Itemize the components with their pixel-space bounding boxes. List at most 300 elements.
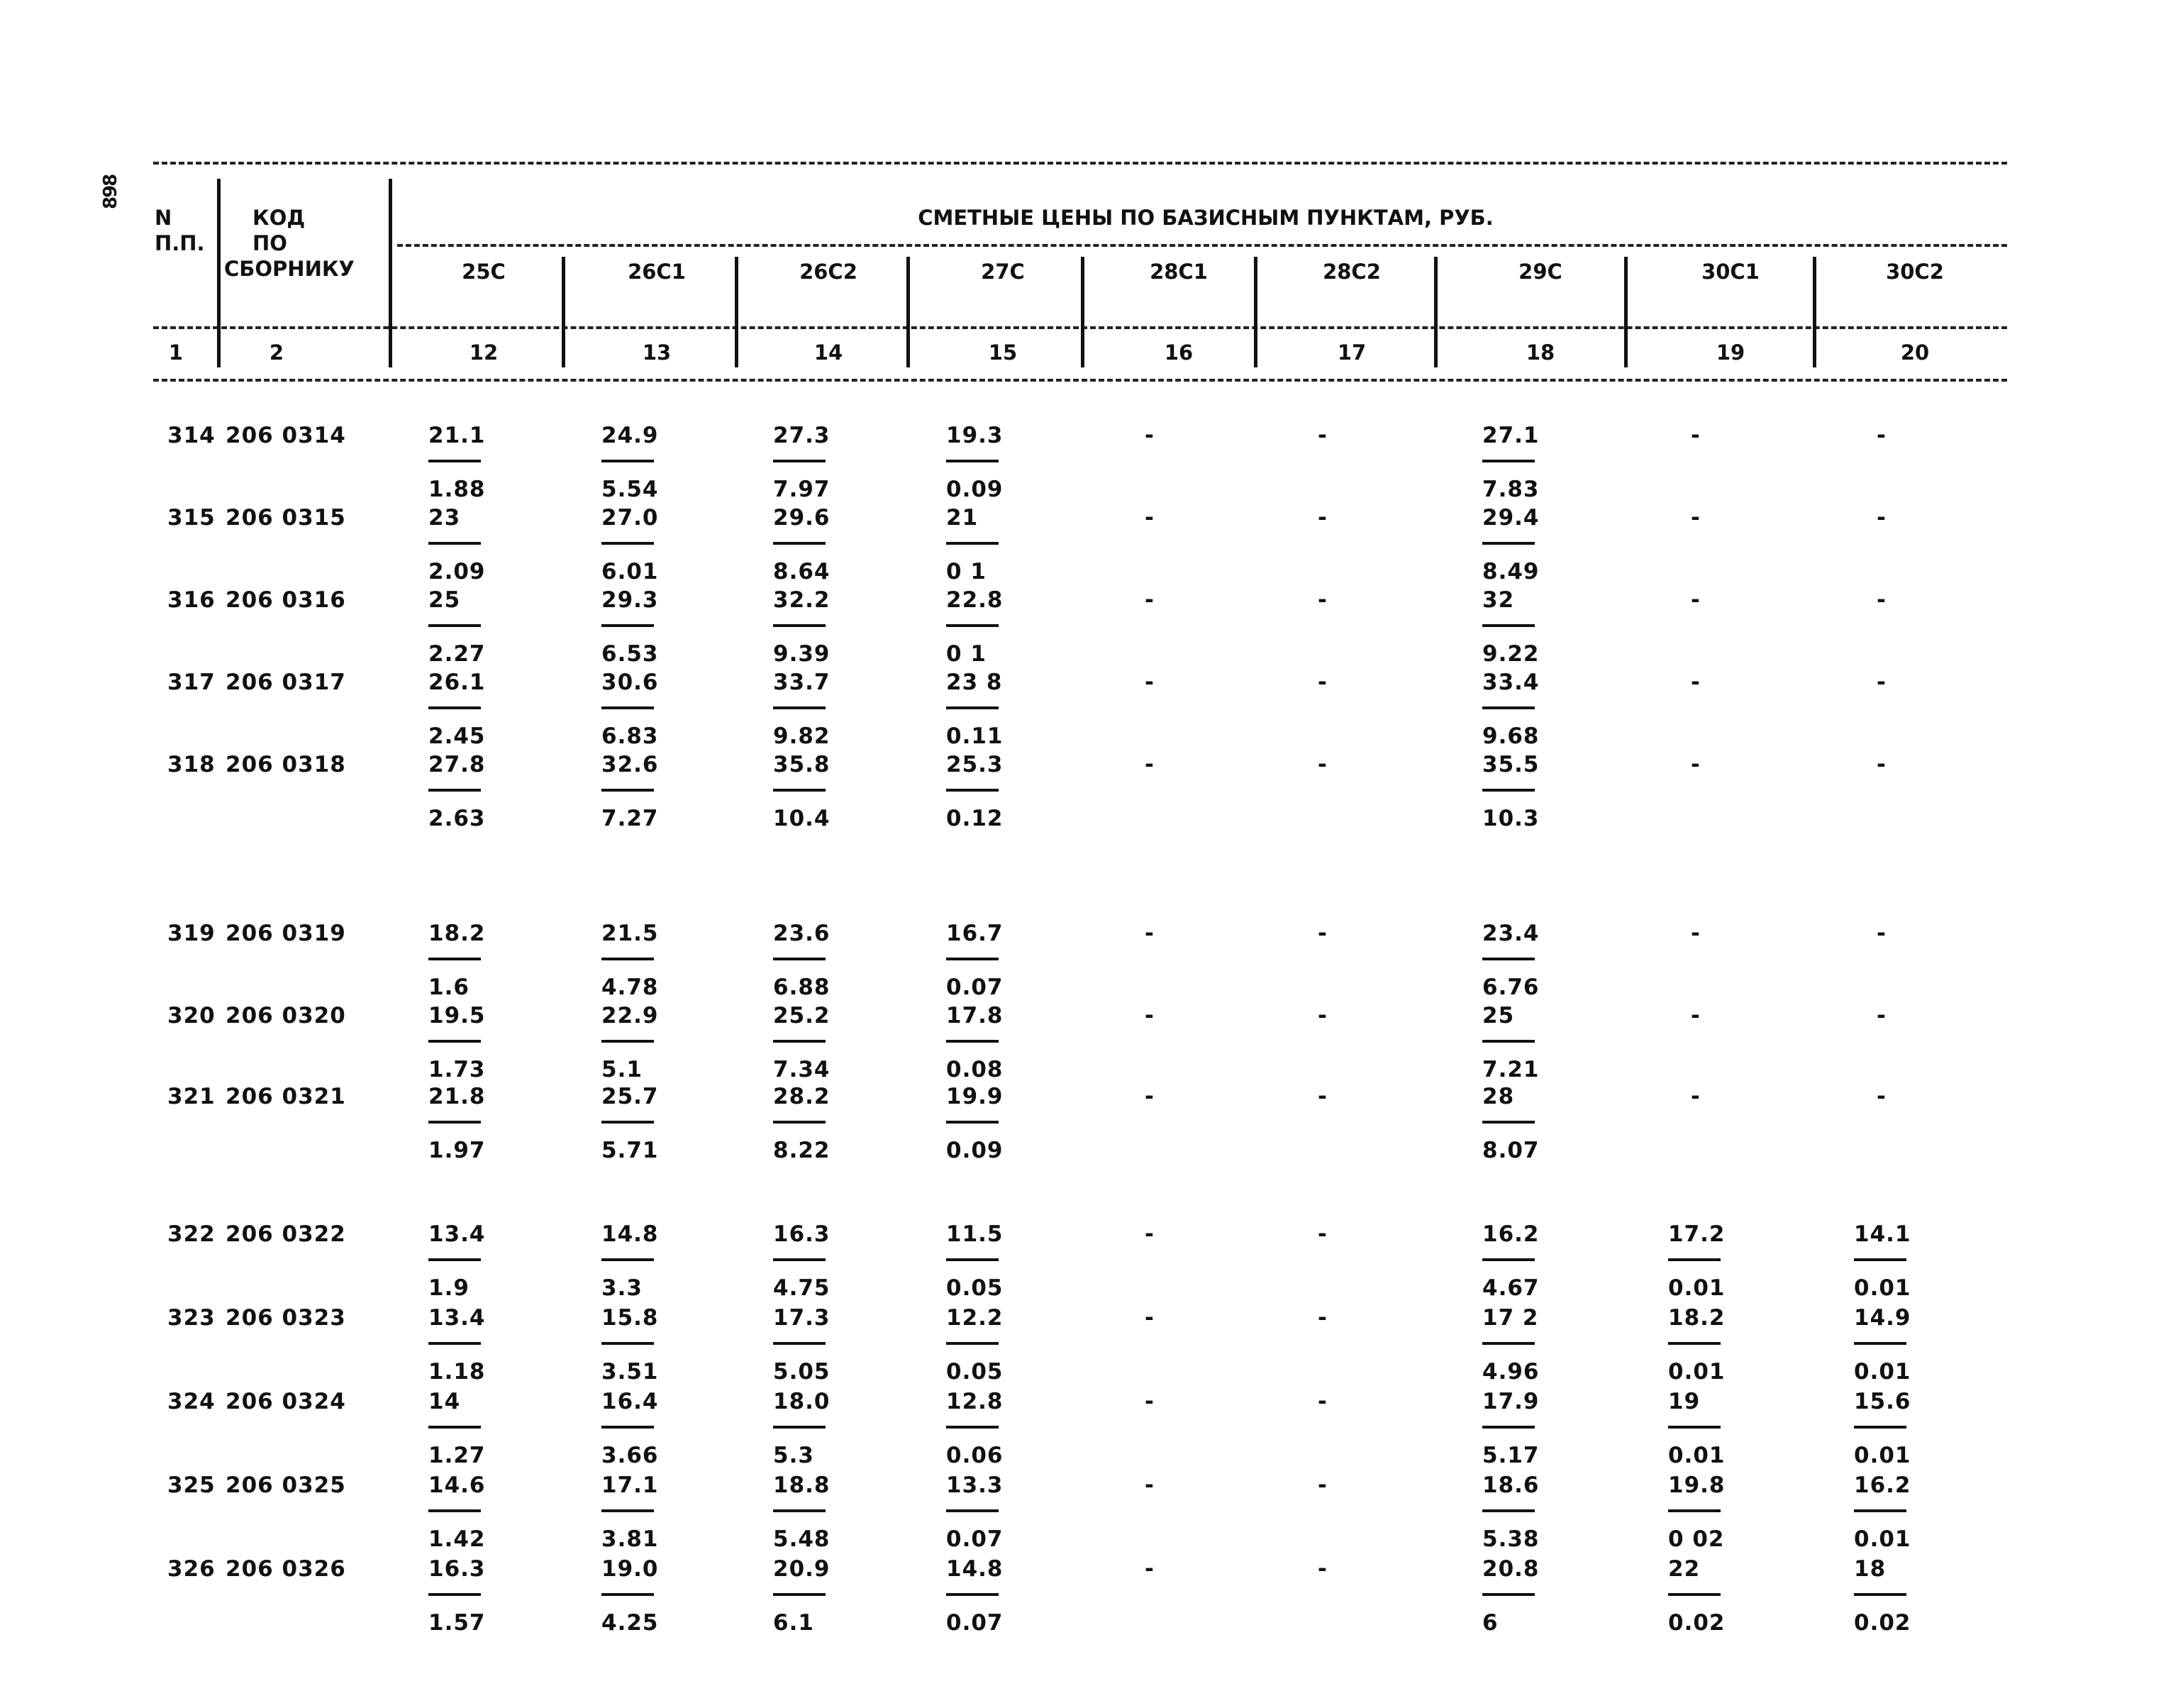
empty-value-dash: - [1145, 1221, 1154, 1247]
row-number: 323 [167, 1305, 216, 1331]
price-subvalue: 0.01 [1668, 1443, 1726, 1468]
row-code: 206 0324 [226, 1389, 346, 1414]
column-index: 13 [642, 340, 672, 365]
fraction-bar [773, 789, 826, 792]
price-subvalue: 1.57 [428, 1610, 486, 1636]
price-subvalue: 0.07 [946, 1610, 1004, 1636]
price-value: 35.5 [1482, 752, 1540, 777]
price-subvalue: 4.67 [1482, 1275, 1540, 1301]
fraction-bar [428, 460, 481, 462]
price-value: 23 8 [946, 670, 1003, 695]
price-subvalue: 8.49 [1482, 559, 1540, 584]
column-index: 12 [469, 340, 499, 365]
price-subvalue: 0 02 [1668, 1526, 1725, 1552]
fraction-bar [428, 1342, 481, 1345]
price-value: 18.2 [1668, 1305, 1726, 1331]
price-value: 18.0 [773, 1389, 831, 1414]
fraction-bar [1482, 1593, 1535, 1596]
price-value: 20.9 [773, 1556, 831, 1582]
empty-value-dash: - [1145, 1305, 1154, 1331]
empty-value-dash: - [1145, 1389, 1154, 1414]
column-header: 25С [462, 260, 506, 284]
fraction-bar [601, 789, 654, 792]
price-subvalue: 5.17 [1482, 1443, 1540, 1468]
col-divider [906, 257, 910, 367]
fraction-bar [1482, 1342, 1535, 1345]
fraction-bar [773, 958, 826, 960]
price-value: 29.6 [773, 505, 831, 531]
price-subvalue: 6.01 [601, 559, 659, 584]
row-number: 314 [167, 423, 216, 448]
price-value: 13.4 [428, 1221, 486, 1247]
fraction-bar [1668, 1342, 1721, 1345]
price-value: 25.7 [601, 1084, 659, 1109]
price-value: 12.8 [946, 1389, 1004, 1414]
fraction-bar [773, 1342, 826, 1345]
price-subvalue: 6.88 [773, 975, 831, 1000]
price-value: 14 [428, 1389, 461, 1414]
price-value: 18.6 [1482, 1473, 1540, 1498]
price-value: 29.3 [601, 587, 659, 613]
fraction-bar [1482, 1121, 1535, 1124]
empty-value-dash: - [1877, 1003, 1886, 1028]
price-value: 11.5 [946, 1221, 1004, 1247]
fraction-bar [601, 1426, 654, 1429]
empty-value-dash: - [1145, 1084, 1154, 1109]
row-number: 320 [167, 1003, 216, 1028]
fraction-bar [601, 1121, 654, 1124]
fraction-bar [1854, 1593, 1906, 1596]
price-value: 19.0 [601, 1556, 659, 1582]
empty-value-dash: - [1318, 1389, 1327, 1414]
column-index: 15 [988, 340, 1018, 365]
empty-value-dash: - [1691, 1003, 1700, 1028]
header-rule-bottom [153, 379, 2007, 382]
price-subvalue: 2.09 [428, 559, 486, 584]
empty-value-dash: - [1318, 423, 1327, 448]
price-subvalue: 5.38 [1482, 1526, 1540, 1552]
price-subvalue: 1.42 [428, 1526, 486, 1552]
empty-value-dash: - [1691, 752, 1700, 777]
price-subvalue: 6.76 [1482, 975, 1540, 1000]
price-subvalue: 7.97 [773, 477, 831, 502]
empty-value-dash: - [1318, 670, 1327, 695]
column-index: 16 [1164, 340, 1194, 365]
price-subvalue: 3.81 [601, 1526, 659, 1552]
empty-value-dash: - [1318, 752, 1327, 777]
row-code: 206 0319 [226, 921, 346, 946]
price-subvalue: 0 1 [946, 641, 987, 667]
fraction-bar [946, 1509, 999, 1512]
price-value: 33.4 [1482, 670, 1540, 695]
price-subvalue: 0.01 [1854, 1443, 1911, 1468]
price-subvalue: 6 [1482, 1610, 1499, 1636]
empty-value-dash: - [1691, 423, 1700, 448]
price-subvalue: 2.63 [428, 806, 486, 831]
col-divider [1813, 257, 1816, 367]
empty-value-dash: - [1145, 1003, 1154, 1028]
header-no-line2: П.П. [155, 231, 205, 255]
row-number: 325 [167, 1473, 216, 1498]
column-header: 28С2 [1323, 260, 1381, 284]
header-code-line1: КОД [252, 206, 306, 230]
price-value: 21.1 [428, 423, 486, 448]
col-divider [389, 179, 392, 367]
price-subvalue: 0.01 [1668, 1359, 1726, 1385]
empty-value-dash: - [1145, 423, 1154, 448]
price-subvalue: 5.71 [601, 1138, 659, 1163]
fraction-bar [946, 1258, 999, 1261]
row-code: 206 0321 [226, 1084, 346, 1109]
fraction-bar [946, 460, 999, 462]
price-value: 19.9 [946, 1084, 1004, 1109]
fraction-bar [1482, 706, 1535, 709]
empty-value-dash: - [1318, 1556, 1327, 1582]
price-subvalue: 0 1 [946, 559, 987, 584]
empty-value-dash: - [1691, 670, 1700, 695]
price-value: 16.3 [773, 1221, 831, 1247]
price-subvalue: 6.1 [773, 1610, 814, 1636]
price-value: 27.8 [428, 752, 486, 777]
fraction-bar [1482, 624, 1535, 627]
empty-value-dash: - [1318, 921, 1327, 946]
price-value: 26.1 [428, 670, 486, 695]
fraction-bar [773, 1121, 826, 1124]
price-subvalue: 1.27 [428, 1443, 486, 1468]
empty-value-dash: - [1877, 505, 1886, 531]
price-value: 19.8 [1668, 1473, 1726, 1498]
empty-value-dash: - [1691, 587, 1700, 613]
empty-value-dash: - [1145, 1473, 1154, 1498]
index-code: 2 [269, 340, 284, 365]
price-subvalue: 9.22 [1482, 641, 1540, 667]
price-value: 32 [1482, 587, 1515, 613]
price-subvalue: 0.01 [1854, 1275, 1911, 1301]
fraction-bar [1482, 1426, 1535, 1429]
empty-value-dash: - [1318, 1084, 1327, 1109]
col-divider [735, 257, 738, 367]
fraction-bar [773, 542, 826, 545]
price-value: 24.9 [601, 423, 659, 448]
fraction-bar [601, 1342, 654, 1345]
empty-value-dash: - [1877, 1084, 1886, 1109]
column-index: 14 [813, 340, 843, 365]
fraction-bar [1482, 1509, 1535, 1512]
price-value: 30.6 [601, 670, 659, 695]
empty-value-dash: - [1145, 670, 1154, 695]
header-rule-mid [397, 244, 2007, 247]
price-value: 17.2 [1668, 1221, 1726, 1247]
fraction-bar [1668, 1426, 1721, 1429]
price-subvalue: 0.05 [946, 1359, 1004, 1385]
fraction-bar [1482, 460, 1535, 462]
price-subvalue: 0.02 [1668, 1610, 1726, 1636]
price-value: 27.1 [1482, 423, 1540, 448]
price-subvalue: 4.96 [1482, 1359, 1540, 1385]
empty-value-dash: - [1318, 587, 1327, 613]
price-value: 17.8 [946, 1003, 1004, 1028]
fraction-bar [601, 958, 654, 960]
price-subvalue: 0.09 [946, 477, 1004, 502]
price-value: 19.5 [428, 1003, 486, 1028]
price-subvalue: 8.22 [773, 1138, 831, 1163]
row-code: 206 0326 [226, 1556, 346, 1582]
fraction-bar [1482, 789, 1535, 792]
col-divider [1434, 257, 1438, 367]
price-value: 33.7 [773, 670, 831, 695]
price-subvalue: 7.34 [773, 1057, 831, 1082]
price-subvalue: 9.82 [773, 723, 831, 749]
price-subvalue: 8.07 [1482, 1138, 1540, 1163]
fraction-bar [601, 706, 654, 709]
fraction-bar [946, 706, 999, 709]
row-code: 206 0323 [226, 1305, 346, 1331]
price-value: 15.6 [1854, 1389, 1911, 1414]
price-subvalue: 0.07 [946, 975, 1004, 1000]
price-subvalue: 10.3 [1482, 806, 1540, 831]
col-divider [1624, 257, 1628, 367]
column-header: 26С1 [628, 260, 686, 284]
price-subvalue: 1.9 [428, 1275, 470, 1301]
page-number: 898 [100, 174, 121, 210]
price-value: 22.8 [946, 587, 1004, 613]
empty-value-dash: - [1318, 1473, 1327, 1498]
price-value: 21 [946, 505, 979, 531]
empty-value-dash: - [1318, 505, 1327, 531]
fraction-bar [773, 1426, 826, 1429]
fraction-bar [1854, 1258, 1906, 1261]
header-rule-index [153, 326, 2007, 329]
price-value: 14.9 [1854, 1305, 1911, 1331]
price-subvalue: 6.83 [601, 723, 659, 749]
price-subvalue: 5.54 [601, 477, 659, 502]
price-value: 32.6 [601, 752, 659, 777]
empty-value-dash: - [1691, 505, 1700, 531]
price-subvalue: 0.01 [1668, 1275, 1726, 1301]
empty-value-dash: - [1145, 1556, 1154, 1582]
empty-value-dash: - [1877, 921, 1886, 946]
empty-value-dash: - [1691, 1084, 1700, 1109]
column-header: 29С [1518, 260, 1562, 284]
price-subvalue: 3.66 [601, 1443, 659, 1468]
price-subvalue: 0.12 [946, 806, 1004, 831]
price-subvalue: 2.45 [428, 723, 486, 749]
price-value: 16.2 [1482, 1221, 1540, 1247]
fraction-bar [946, 1426, 999, 1429]
empty-value-dash: - [1318, 1003, 1327, 1028]
price-value: 32.2 [773, 587, 831, 613]
column-header: 26С2 [799, 260, 857, 284]
price-subvalue: 0.01 [1854, 1359, 1911, 1385]
fraction-bar [428, 1258, 481, 1261]
empty-value-dash: - [1877, 587, 1886, 613]
empty-value-dash: - [1691, 921, 1700, 946]
fraction-bar [1482, 1040, 1535, 1043]
price-value: 13.3 [946, 1473, 1004, 1498]
fraction-bar [1668, 1509, 1721, 1512]
price-subvalue: 5.48 [773, 1526, 831, 1552]
fraction-bar [428, 706, 481, 709]
price-value: 16.4 [601, 1389, 659, 1414]
fraction-bar [946, 624, 999, 627]
fraction-bar [946, 1121, 999, 1124]
price-value: 17.1 [601, 1473, 659, 1498]
price-value: 14.8 [601, 1221, 659, 1247]
price-value: 14.6 [428, 1473, 486, 1498]
row-code: 206 0320 [226, 1003, 346, 1028]
column-index: 19 [1716, 340, 1745, 365]
price-value: 12.2 [946, 1305, 1004, 1331]
price-value: 25 [1482, 1003, 1515, 1028]
price-subvalue: 0.08 [946, 1057, 1004, 1082]
price-subvalue: 0.09 [946, 1138, 1004, 1163]
price-value: 25 [428, 587, 461, 613]
price-subvalue: 3.3 [601, 1275, 643, 1301]
price-value: 17 2 [1482, 1305, 1539, 1331]
price-subvalue: 0.05 [946, 1275, 1004, 1301]
fraction-bar [601, 542, 654, 545]
fraction-bar [428, 1040, 481, 1043]
price-value: 28.2 [773, 1084, 831, 1109]
price-subvalue: 3.51 [601, 1359, 659, 1385]
empty-value-dash: - [1145, 587, 1154, 613]
row-number: 326 [167, 1556, 216, 1582]
price-subvalue: 8.64 [773, 559, 831, 584]
price-subvalue: 1.97 [428, 1138, 486, 1163]
price-subvalue: 1.88 [428, 477, 486, 502]
column-index: 18 [1526, 340, 1555, 365]
price-value: 22.9 [601, 1003, 659, 1028]
price-value: 23 [428, 505, 461, 531]
price-value: 18.2 [428, 921, 486, 946]
price-value: 27.0 [601, 505, 659, 531]
index-no: 1 [168, 340, 184, 365]
row-number: 317 [167, 670, 216, 695]
row-code: 206 0318 [226, 752, 346, 777]
price-subvalue: 2.27 [428, 641, 486, 667]
row-number: 318 [167, 752, 216, 777]
header-no-line1: N [155, 206, 172, 230]
col-divider [562, 257, 565, 367]
row-number: 321 [167, 1084, 216, 1109]
column-header: 27С [981, 260, 1025, 284]
price-subvalue: 1.18 [428, 1359, 486, 1385]
row-code: 206 0322 [226, 1221, 346, 1247]
row-code: 206 0316 [226, 587, 346, 613]
fraction-bar [428, 1426, 481, 1429]
price-subvalue: 0.11 [946, 723, 1004, 749]
fraction-bar [428, 789, 481, 792]
price-value: 29.4 [1482, 505, 1540, 531]
price-value: 13.4 [428, 1305, 486, 1331]
fraction-bar [601, 1258, 654, 1261]
empty-value-dash: - [1318, 1221, 1327, 1247]
price-value: 27.3 [773, 423, 831, 448]
row-number: 316 [167, 587, 216, 613]
fraction-bar [601, 460, 654, 462]
price-subvalue: 1.73 [428, 1057, 486, 1082]
price-value: 15.8 [601, 1305, 659, 1331]
fraction-bar [428, 958, 481, 960]
fraction-bar [773, 706, 826, 709]
fraction-bar [946, 542, 999, 545]
price-value: 16.7 [946, 921, 1004, 946]
price-subvalue: 5.3 [773, 1443, 814, 1468]
price-value: 22 [1668, 1556, 1701, 1582]
price-value: 16.2 [1854, 1473, 1911, 1498]
price-value: 19 [1668, 1389, 1701, 1414]
row-number: 315 [167, 505, 216, 531]
price-value: 25.2 [773, 1003, 831, 1028]
price-value: 18.8 [773, 1473, 831, 1498]
empty-value-dash: - [1877, 752, 1886, 777]
fraction-bar [1668, 1593, 1721, 1596]
fraction-bar [1482, 542, 1535, 545]
fraction-bar [946, 958, 999, 960]
fraction-bar [428, 1593, 481, 1596]
fraction-bar [428, 542, 481, 545]
header-rule-top [153, 162, 2007, 165]
price-value: 23.4 [1482, 921, 1540, 946]
empty-value-dash: - [1318, 1305, 1327, 1331]
row-code: 206 0325 [226, 1473, 346, 1498]
fraction-bar [601, 1509, 654, 1512]
price-value: 21.5 [601, 921, 659, 946]
fraction-bar [773, 1040, 826, 1043]
col-divider [217, 179, 221, 367]
column-index: 17 [1337, 340, 1367, 365]
fraction-bar [773, 1509, 826, 1512]
fraction-bar [1854, 1342, 1906, 1345]
price-value: 17.9 [1482, 1389, 1540, 1414]
price-value: 19.3 [946, 423, 1004, 448]
fraction-bar [601, 624, 654, 627]
price-subvalue: 4.78 [601, 975, 659, 1000]
price-value: 14.1 [1854, 1221, 1911, 1247]
price-subvalue: 9.39 [773, 641, 831, 667]
price-value: 28 [1482, 1084, 1515, 1109]
price-value: 21.8 [428, 1084, 486, 1109]
fraction-bar [773, 1593, 826, 1596]
empty-value-dash: - [1145, 505, 1154, 531]
row-number: 319 [167, 921, 216, 946]
row-code: 206 0317 [226, 670, 346, 695]
fraction-bar [946, 789, 999, 792]
price-subvalue: 6.53 [601, 641, 659, 667]
price-subvalue: 4.75 [773, 1275, 831, 1301]
column-header: 28С1 [1150, 260, 1208, 284]
price-value: 20.8 [1482, 1556, 1540, 1582]
row-code: 206 0315 [226, 505, 346, 531]
fraction-bar [1482, 1258, 1535, 1261]
col-divider [1081, 257, 1084, 367]
price-subvalue: 0.02 [1854, 1610, 1911, 1636]
empty-value-dash: - [1877, 670, 1886, 695]
price-value: 17.3 [773, 1305, 831, 1331]
price-value: 18 [1854, 1556, 1887, 1582]
price-subvalue: 5.1 [601, 1057, 643, 1082]
column-header: 30С1 [1701, 260, 1760, 284]
fraction-bar [601, 1040, 654, 1043]
price-value: 23.6 [773, 921, 831, 946]
fraction-bar [946, 1040, 999, 1043]
fraction-bar [428, 1509, 481, 1512]
header-title: СМЕТНЫЕ ЦЕНЫ ПО БАЗИСНЫМ ПУНКТАМ, РУБ. [918, 206, 1494, 230]
fraction-bar [428, 1121, 481, 1124]
empty-value-dash: - [1145, 921, 1154, 946]
price-subvalue: 0.06 [946, 1443, 1004, 1468]
empty-value-dash: - [1145, 752, 1154, 777]
